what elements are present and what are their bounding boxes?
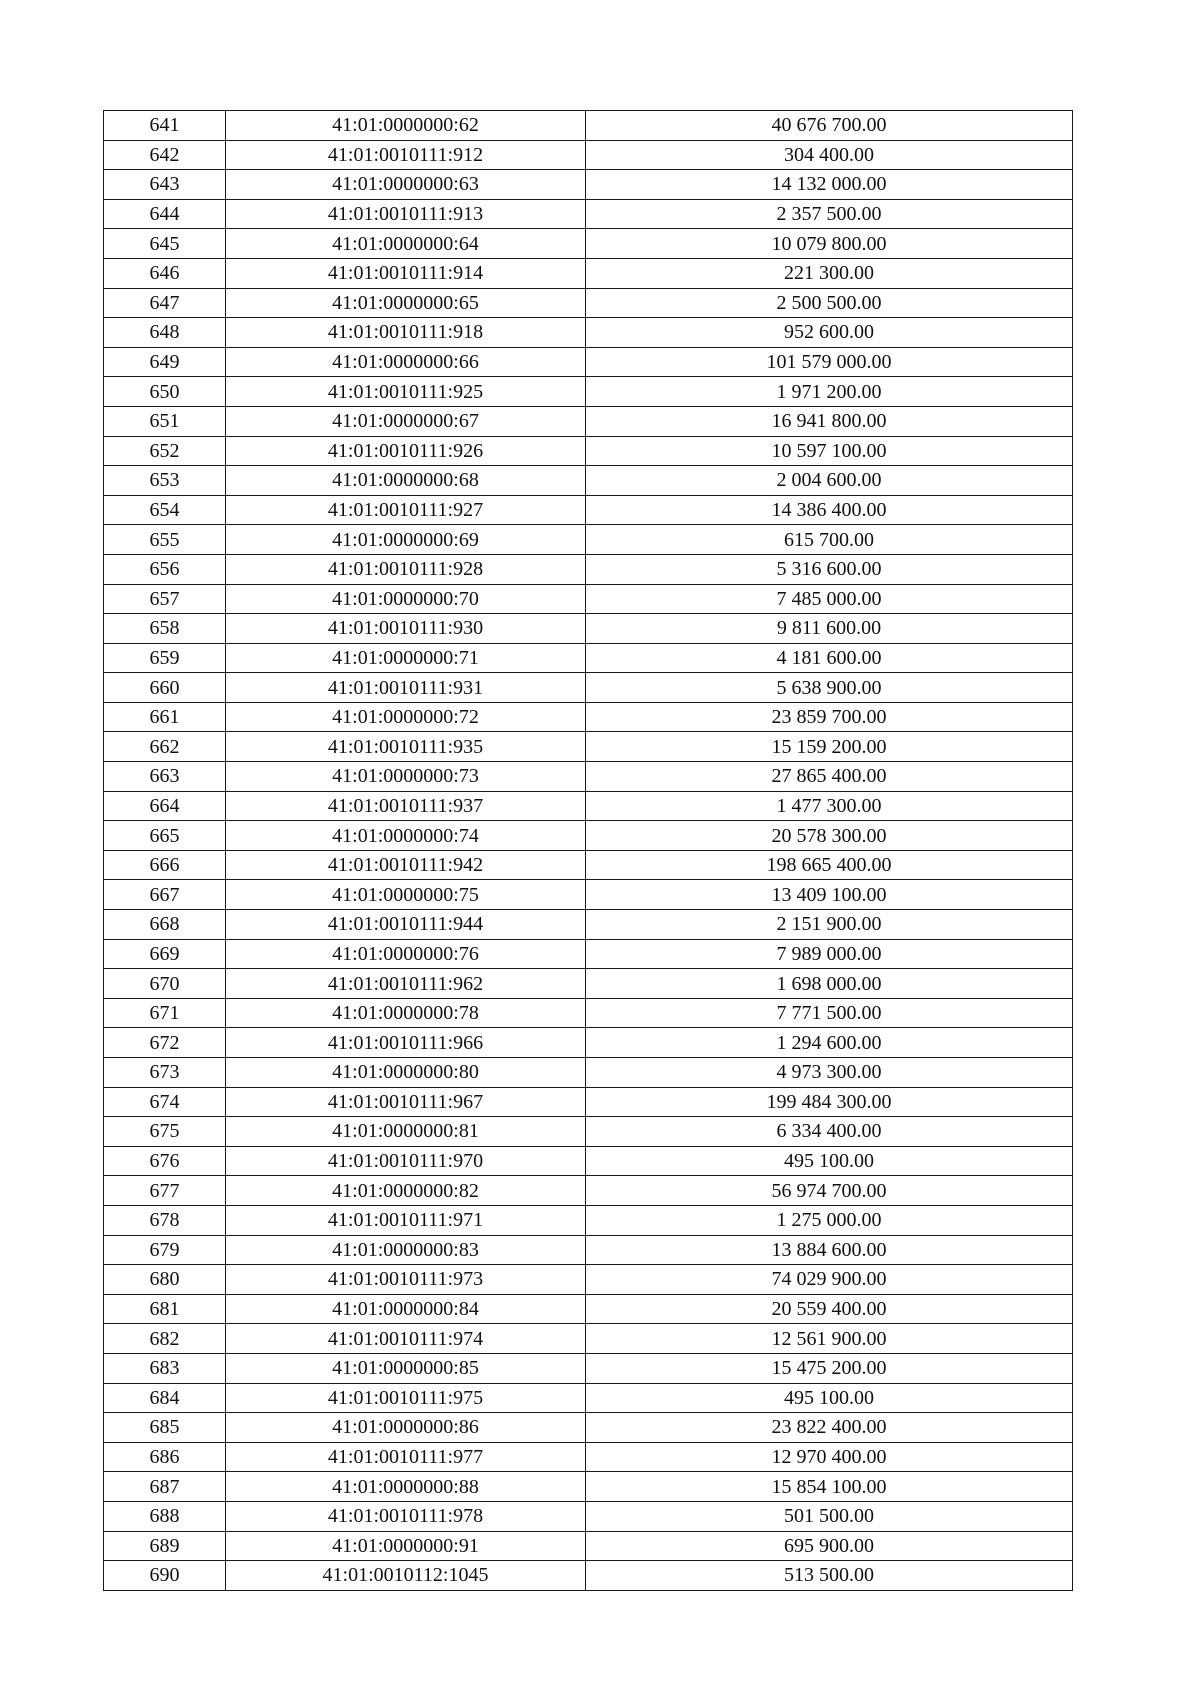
cadastral-number-cell: 41:01:0010111:914 [226, 258, 586, 288]
cadastral-number-cell: 41:01:0010111:978 [226, 1501, 586, 1531]
row-number-cell: 656 [104, 554, 226, 584]
row-number-cell: 658 [104, 614, 226, 644]
cadastral-number-cell: 41:01:0000000:88 [226, 1472, 586, 1502]
cadastral-number-cell: 41:01:0010111:971 [226, 1205, 586, 1235]
cadastral-number-cell: 41:01:0000000:73 [226, 762, 586, 792]
value-cell: 6 334 400.00 [586, 1117, 1073, 1147]
row-number-cell: 644 [104, 199, 226, 229]
cadastral-number-cell: 41:01:0000000:68 [226, 466, 586, 496]
cadastral-number-cell: 41:01:0000000:78 [226, 998, 586, 1028]
cadastral-number-cell: 41:01:0000000:81 [226, 1117, 586, 1147]
table-row [104, 466, 1073, 496]
row-number-cell: 645 [104, 229, 226, 259]
value-cell: 14 132 000.00 [586, 170, 1073, 200]
row-number-cell: 686 [104, 1442, 226, 1472]
table-row [104, 969, 1073, 999]
table-row [104, 1413, 1073, 1443]
value-cell: 5 316 600.00 [586, 554, 1073, 584]
value-cell: 1 971 200.00 [586, 377, 1073, 407]
row-number-cell: 688 [104, 1501, 226, 1531]
cadastral-value-table [103, 110, 1073, 1591]
value-cell: 221 300.00 [586, 258, 1073, 288]
cadastral-number-cell: 41:01:0010111:967 [226, 1087, 586, 1117]
table-row [104, 910, 1073, 940]
cadastral-number-cell: 41:01:0010111:937 [226, 791, 586, 821]
cadastral-number-cell: 41:01:0000000:75 [226, 880, 586, 910]
row-number-cell: 654 [104, 495, 226, 525]
cadastral-number-cell: 41:01:0010111:926 [226, 436, 586, 466]
row-number-cell: 650 [104, 377, 226, 407]
cadastral-number-cell: 41:01:0010111:927 [226, 495, 586, 525]
table-row [104, 821, 1073, 851]
value-cell: 10 597 100.00 [586, 436, 1073, 466]
table-row [104, 1205, 1073, 1235]
row-number-cell: 664 [104, 791, 226, 821]
value-cell: 1 294 600.00 [586, 1028, 1073, 1058]
value-cell: 101 579 000.00 [586, 347, 1073, 377]
table-row [104, 1176, 1073, 1206]
cadastral-number-cell: 41:01:0010111:931 [226, 673, 586, 703]
cadastral-number-cell: 41:01:0000000:85 [226, 1353, 586, 1383]
table-row [104, 288, 1073, 318]
value-cell: 20 559 400.00 [586, 1294, 1073, 1324]
cadastral-number-cell: 41:01:0010111:925 [226, 377, 586, 407]
cadastral-number-cell: 41:01:0010111:942 [226, 850, 586, 880]
row-number-cell: 681 [104, 1294, 226, 1324]
table-row [104, 229, 1073, 259]
table-row [104, 170, 1073, 200]
table-row [104, 258, 1073, 288]
value-cell: 13 884 600.00 [586, 1235, 1073, 1265]
table-row [104, 850, 1073, 880]
table-row [104, 140, 1073, 170]
row-number-cell: 671 [104, 998, 226, 1028]
value-cell: 495 100.00 [586, 1383, 1073, 1413]
row-number-cell: 684 [104, 1383, 226, 1413]
row-number-cell: 649 [104, 347, 226, 377]
row-number-cell: 690 [104, 1561, 226, 1591]
table-row [104, 1146, 1073, 1176]
cadastral-number-cell: 41:01:0000000:86 [226, 1413, 586, 1443]
cadastral-number-cell: 41:01:0010111:962 [226, 969, 586, 999]
row-number-cell: 653 [104, 466, 226, 496]
value-cell: 23 859 700.00 [586, 702, 1073, 732]
value-cell: 5 638 900.00 [586, 673, 1073, 703]
row-number-cell: 666 [104, 850, 226, 880]
cadastral-number-cell: 41:01:0010111:913 [226, 199, 586, 229]
table-row [104, 1117, 1073, 1147]
value-cell: 13 409 100.00 [586, 880, 1073, 910]
table-row [104, 614, 1073, 644]
cadastral-number-cell: 41:01:0010111:970 [226, 1146, 586, 1176]
row-number-cell: 669 [104, 939, 226, 969]
value-cell: 15 159 200.00 [586, 732, 1073, 762]
table-row [104, 406, 1073, 436]
row-number-cell: 672 [104, 1028, 226, 1058]
row-number-cell: 668 [104, 910, 226, 940]
value-cell: 501 500.00 [586, 1501, 1073, 1531]
value-cell: 12 970 400.00 [586, 1442, 1073, 1472]
row-number-cell: 674 [104, 1087, 226, 1117]
row-number-cell: 662 [104, 732, 226, 762]
table-row [104, 1087, 1073, 1117]
table-row [104, 1294, 1073, 1324]
value-cell: 952 600.00 [586, 318, 1073, 348]
cadastral-number-cell: 41:01:0000000:63 [226, 170, 586, 200]
cadastral-number-cell: 41:01:0000000:66 [226, 347, 586, 377]
cadastral-number-cell: 41:01:0000000:83 [226, 1235, 586, 1265]
cadastral-number-cell: 41:01:0010111:918 [226, 318, 586, 348]
row-number-cell: 678 [104, 1205, 226, 1235]
row-number-cell: 676 [104, 1146, 226, 1176]
cadastral-number-cell: 41:01:0000000:76 [226, 939, 586, 969]
cadastral-number-cell: 41:01:0010111:966 [226, 1028, 586, 1058]
table-row [104, 1353, 1073, 1383]
row-number-cell: 670 [104, 969, 226, 999]
row-number-cell: 677 [104, 1176, 226, 1206]
row-number-cell: 652 [104, 436, 226, 466]
table-row [104, 377, 1073, 407]
value-cell: 615 700.00 [586, 525, 1073, 555]
cadastral-number-cell: 41:01:0010111:973 [226, 1265, 586, 1295]
value-cell: 198 665 400.00 [586, 850, 1073, 880]
value-cell: 10 079 800.00 [586, 229, 1073, 259]
value-cell: 23 822 400.00 [586, 1413, 1073, 1443]
value-cell: 14 386 400.00 [586, 495, 1073, 525]
value-cell: 2 004 600.00 [586, 466, 1073, 496]
value-cell: 15 854 100.00 [586, 1472, 1073, 1502]
cadastral-number-cell: 41:01:0000000:74 [226, 821, 586, 851]
row-number-cell: 663 [104, 762, 226, 792]
table-body [104, 111, 1073, 1591]
row-number-cell: 687 [104, 1472, 226, 1502]
table-row [104, 643, 1073, 673]
table-row [104, 199, 1073, 229]
table-row [104, 1561, 1073, 1591]
row-number-cell: 655 [104, 525, 226, 555]
cadastral-number-cell: 41:01:0000000:67 [226, 406, 586, 436]
value-cell: 1 698 000.00 [586, 969, 1073, 999]
table-row [104, 525, 1073, 555]
row-number-cell: 675 [104, 1117, 226, 1147]
row-number-cell: 648 [104, 318, 226, 348]
row-number-cell: 667 [104, 880, 226, 910]
value-cell: 199 484 300.00 [586, 1087, 1073, 1117]
cadastral-number-cell: 41:01:0010111:935 [226, 732, 586, 762]
table-row [104, 584, 1073, 614]
row-number-cell: 682 [104, 1324, 226, 1354]
cadastral-number-cell: 41:01:0010111:974 [226, 1324, 586, 1354]
value-cell: 27 865 400.00 [586, 762, 1073, 792]
value-cell: 15 475 200.00 [586, 1353, 1073, 1383]
table-row [104, 1235, 1073, 1265]
value-cell: 1 477 300.00 [586, 791, 1073, 821]
table-row [104, 1028, 1073, 1058]
value-cell: 695 900.00 [586, 1531, 1073, 1561]
table-row [104, 1501, 1073, 1531]
value-cell: 12 561 900.00 [586, 1324, 1073, 1354]
row-number-cell: 680 [104, 1265, 226, 1295]
row-number-cell: 661 [104, 702, 226, 732]
table-row [104, 495, 1073, 525]
value-cell: 4 973 300.00 [586, 1058, 1073, 1088]
cadastral-number-cell: 41:01:0000000:65 [226, 288, 586, 318]
value-cell: 1 275 000.00 [586, 1205, 1073, 1235]
cadastral-number-cell: 41:01:0010111:912 [226, 140, 586, 170]
table-row [104, 436, 1073, 466]
value-cell: 9 811 600.00 [586, 614, 1073, 644]
value-cell: 7 771 500.00 [586, 998, 1073, 1028]
table-row [104, 347, 1073, 377]
cadastral-number-cell: 41:01:0000000:64 [226, 229, 586, 259]
value-cell: 513 500.00 [586, 1561, 1073, 1591]
row-number-cell: 646 [104, 258, 226, 288]
table-row [104, 998, 1073, 1028]
cadastral-number-cell: 41:01:0010111:928 [226, 554, 586, 584]
row-number-cell: 685 [104, 1413, 226, 1443]
row-number-cell: 643 [104, 170, 226, 200]
value-cell: 56 974 700.00 [586, 1176, 1073, 1206]
table-row [104, 791, 1073, 821]
value-cell: 304 400.00 [586, 140, 1073, 170]
value-cell: 40 676 700.00 [586, 111, 1073, 141]
table-row [104, 732, 1073, 762]
row-number-cell: 679 [104, 1235, 226, 1265]
value-cell: 2 357 500.00 [586, 199, 1073, 229]
table-row [104, 1265, 1073, 1295]
cadastral-number-cell: 41:01:0010111:930 [226, 614, 586, 644]
cadastral-number-cell: 41:01:0000000:72 [226, 702, 586, 732]
value-cell: 74 029 900.00 [586, 1265, 1073, 1295]
value-cell: 7 485 000.00 [586, 584, 1073, 614]
table-row [104, 1324, 1073, 1354]
table-row [104, 1472, 1073, 1502]
row-number-cell: 642 [104, 140, 226, 170]
row-number-cell: 647 [104, 288, 226, 318]
row-number-cell: 657 [104, 584, 226, 614]
row-number-cell: 665 [104, 821, 226, 851]
table-row [104, 1058, 1073, 1088]
cadastral-number-cell: 41:01:0000000:71 [226, 643, 586, 673]
table-row [104, 702, 1073, 732]
value-cell: 7 989 000.00 [586, 939, 1073, 969]
row-number-cell: 683 [104, 1353, 226, 1383]
row-number-cell: 660 [104, 673, 226, 703]
cadastral-number-cell: 41:01:0010112:1045 [226, 1561, 586, 1591]
table-row [104, 1442, 1073, 1472]
cadastral-number-cell: 41:01:0010111:975 [226, 1383, 586, 1413]
cadastral-number-cell: 41:01:0010111:977 [226, 1442, 586, 1472]
value-cell: 495 100.00 [586, 1146, 1073, 1176]
cadastral-number-cell: 41:01:0010111:944 [226, 910, 586, 940]
value-cell: 4 181 600.00 [586, 643, 1073, 673]
value-cell: 2 500 500.00 [586, 288, 1073, 318]
table-row [104, 1531, 1073, 1561]
table-row [104, 762, 1073, 792]
row-number-cell: 689 [104, 1531, 226, 1561]
table-row [104, 554, 1073, 584]
value-cell: 2 151 900.00 [586, 910, 1073, 940]
value-cell: 16 941 800.00 [586, 406, 1073, 436]
cadastral-number-cell: 41:01:0000000:70 [226, 584, 586, 614]
row-number-cell: 641 [104, 111, 226, 141]
cadastral-number-cell: 41:01:0000000:80 [226, 1058, 586, 1088]
table-row [104, 111, 1073, 141]
table-row [104, 1383, 1073, 1413]
cadastral-number-cell: 41:01:0000000:69 [226, 525, 586, 555]
row-number-cell: 651 [104, 406, 226, 436]
cadastral-number-cell: 41:01:0000000:62 [226, 111, 586, 141]
table-row [104, 880, 1073, 910]
row-number-cell: 659 [104, 643, 226, 673]
cadastral-number-cell: 41:01:0000000:82 [226, 1176, 586, 1206]
cadastral-number-cell: 41:01:0000000:84 [226, 1294, 586, 1324]
cadastral-number-cell: 41:01:0000000:91 [226, 1531, 586, 1561]
row-number-cell: 673 [104, 1058, 226, 1088]
table-row [104, 939, 1073, 969]
value-cell: 20 578 300.00 [586, 821, 1073, 851]
table-row [104, 673, 1073, 703]
table-row [104, 318, 1073, 348]
